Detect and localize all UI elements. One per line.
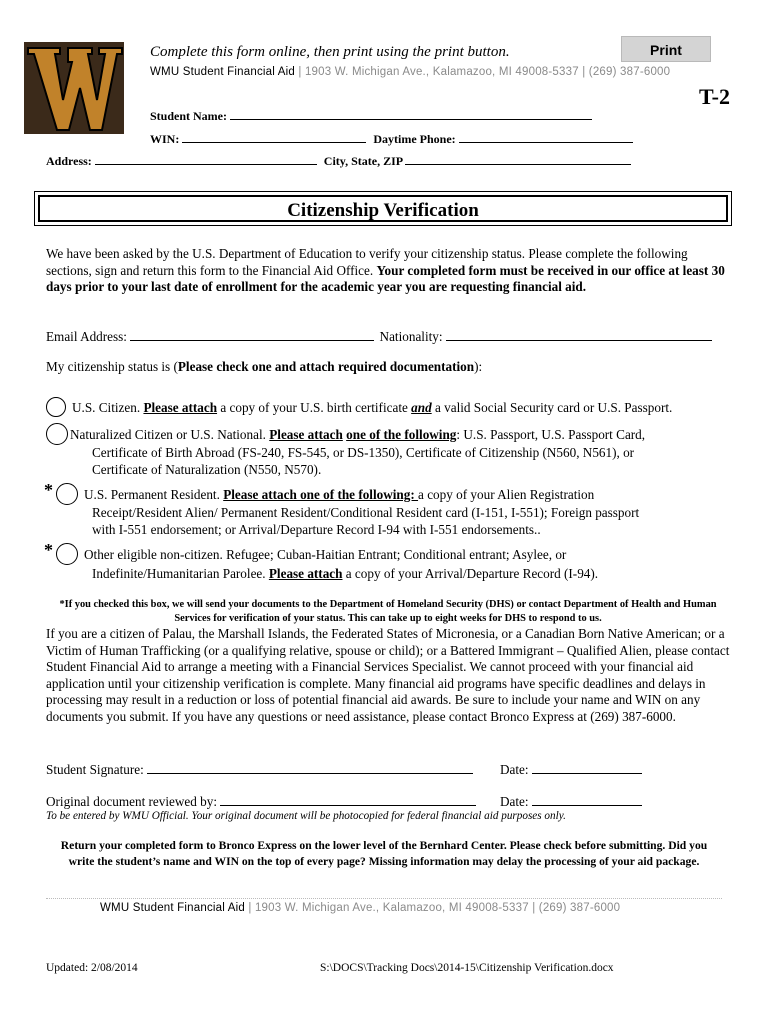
page-title: Citizenship Verification bbox=[38, 195, 728, 222]
footer-office-name: WMU Student Financial Aid bbox=[100, 902, 245, 914]
option-naturalized-text1: : U.S. Passport, U.S. Passport Card, bbox=[456, 427, 646, 442]
tagline: Complete this form online, then print using the print button. bbox=[150, 44, 510, 60]
reviewed-date-field[interactable] bbox=[532, 793, 642, 806]
reviewed-field[interactable] bbox=[220, 793, 476, 806]
intro-bold: Your completed form must be received in our office at least 30 days prior to your last date of enrollment for the academic year you are requesting financial aid. bbox=[46, 262, 725, 294]
student-signature-label: Student Signature: bbox=[46, 762, 144, 777]
option-naturalized-line2: Certificate of Birth Abroad (FS-240, FS-545, or DS-1350), Certificate of Citizenship (N560, N561), or bbox=[92, 445, 635, 460]
option-other-star: * bbox=[44, 540, 53, 560]
status-prompt-plain: My citizenship status is ( bbox=[46, 359, 178, 374]
phone-label: Daytime Phone: bbox=[373, 132, 456, 146]
status-prompt bbox=[46, 359, 482, 376]
option-naturalized-label: Naturalized Citizen or U.S. National. bbox=[70, 427, 270, 442]
option-other-attach: Please attach bbox=[268, 566, 343, 581]
status-prompt-end: ): bbox=[474, 359, 483, 374]
reviewed-date-row bbox=[500, 793, 642, 811]
intro-plain: We have been asked by the U.S. Department of Education to verify your citizenship status. Please complete the following sections, sign and return this form to the Financial Aid Office. bbox=[46, 246, 688, 278]
return-note: Return your completed form to Bronco Express on the lower level of the Bernhard Center. Please check before submitting. Did you write the student’s name and WIN on the top of every page? Missing information may delay the processing of your aid package. bbox=[60, 839, 708, 868]
phone-field[interactable] bbox=[459, 130, 633, 143]
option-resident-radio[interactable] bbox=[56, 483, 78, 505]
student-date-row bbox=[500, 761, 642, 779]
student-signature-row bbox=[46, 761, 473, 779]
option-naturalized-line3: Certificate of Naturalization (N550, N570). bbox=[92, 462, 322, 477]
win-field[interactable] bbox=[182, 130, 366, 143]
win-phone-row bbox=[150, 130, 633, 147]
option-citizen-radio[interactable] bbox=[46, 397, 66, 417]
option-naturalized bbox=[70, 426, 645, 444]
address-row bbox=[46, 152, 631, 169]
student-name-row bbox=[150, 107, 592, 124]
print-button[interactable]: Print bbox=[621, 36, 711, 62]
address-field[interactable] bbox=[95, 152, 317, 165]
option-other-line2a: Indefinite/Humanitarian Parolee. bbox=[92, 566, 269, 581]
option-citizen-and: and bbox=[411, 400, 432, 415]
updated-date: Updated: 2/08/2014 bbox=[46, 962, 138, 974]
email-label: Email Address: bbox=[46, 329, 127, 344]
nationality-label: Nationality: bbox=[379, 329, 443, 344]
option-other-line2 bbox=[92, 565, 598, 583]
option-resident bbox=[84, 486, 594, 504]
win-label: WIN: bbox=[150, 132, 180, 146]
option-naturalized-attach2: one of the following bbox=[346, 427, 457, 442]
option-citizen bbox=[72, 399, 672, 417]
option-resident-star: * bbox=[44, 480, 53, 500]
option-resident-line3: with I-551 endorsement; or Arrival/Departure Record I-94 with I-551 endorsements.. bbox=[92, 522, 541, 537]
reviewed-row bbox=[46, 793, 476, 811]
student-date-label: Date: bbox=[500, 762, 529, 777]
reviewed-label: Original document reviewed by: bbox=[46, 794, 221, 809]
option-resident-attach: Please attach one of the following: bbox=[223, 487, 419, 502]
dhs-note: *If you checked this box, we will send your documents to the Department of Homeland Security (DHS) or contact Department of Health and Human Services for verification of your status. This can take up to eight weeks for DHS to respond to us. bbox=[59, 599, 717, 624]
form-code: T-2 bbox=[699, 84, 730, 109]
header-office-name: WMU Student Financial Aid bbox=[150, 66, 295, 78]
nationality-field[interactable] bbox=[446, 328, 712, 341]
header-office-address: | 1903 W. Michigan Ave., Kalamazoo, MI 49008-5337 | (269) 387-6000 bbox=[294, 66, 671, 78]
option-naturalized-attach: Please attach bbox=[269, 427, 343, 442]
footer-office-address: | 1903 W. Michigan Ave., Kalamazoo, MI 49008-5337 | (269) 387-6000 bbox=[244, 902, 621, 914]
footer-address bbox=[100, 902, 620, 914]
option-citizen-label: U.S. Citizen. bbox=[72, 400, 144, 415]
status-prompt-bold: Please check one and attach required documentation bbox=[177, 359, 475, 374]
city-label: City, State, ZIP bbox=[323, 154, 403, 168]
header-address bbox=[150, 66, 670, 78]
footer-divider bbox=[46, 898, 722, 899]
wmu-logo bbox=[22, 40, 126, 136]
official-note: To be entered by WMU Official. Your original document will be photocopied for federal financial aid purposes only. bbox=[46, 810, 566, 822]
address-label: Address: bbox=[46, 154, 92, 168]
option-resident-text1: a copy of your Alien Registration bbox=[418, 487, 595, 502]
student-date-field[interactable] bbox=[532, 761, 642, 774]
option-other-label: Other eligible non-citizen. Refugee; Cuban-Haitian Entrant; Conditional entrant; Asylee, or bbox=[84, 547, 567, 562]
file-path: S:\DOCS\Tracking Docs\2014-15\Citizenship Verification.docx bbox=[320, 962, 614, 974]
option-citizen-attach: Please attach bbox=[143, 400, 218, 415]
student-name-label: Student Name: bbox=[150, 109, 227, 123]
body-paragraph: If you are a citizen of Palau, the Marshall Islands, the Federated States of Micronesia, or a Canadian Born Native American; or a Victim of Human Trafficking (or a qualifying relative, spouse or child); or a Battered Immigrant – Qualified Alien, please contact Student Financial Aid to arrange a meeting with a Financial Services Specialist. We cannot proceed with your financial aid application until your citizenship verification is complete. Many financial aid programs have specific deadlines and delays in processing may result in a reduction or loss of potential financial aid awards. Be sure to include your name and WIN on any documents you submit. If you have any questions or need assistance, please contact Bronco Express at (269) 387-6000. bbox=[46, 626, 730, 724]
student-name-field[interactable] bbox=[230, 107, 592, 120]
city-field[interactable] bbox=[405, 152, 631, 165]
contact-row bbox=[46, 328, 712, 346]
option-naturalized-radio[interactable] bbox=[46, 423, 68, 445]
option-other-radio[interactable] bbox=[56, 543, 78, 565]
intro-paragraph bbox=[46, 246, 730, 296]
option-other-line2b: a copy of your Arrival/Departure Record (I-94). bbox=[342, 566, 599, 581]
option-resident-line2: Receipt/Resident Alien/ Permanent Resident/Conditional Resident card (I-151, I-551); Foreign passport bbox=[92, 505, 640, 520]
option-resident-label: U.S. Permanent Resident. bbox=[84, 487, 224, 502]
option-citizen-text1: a copy of your U.S. birth certificate bbox=[217, 400, 412, 415]
option-citizen-text2: a valid Social Security card or U.S. Passport. bbox=[431, 400, 673, 415]
reviewed-date-label: Date: bbox=[500, 794, 532, 809]
student-signature-field[interactable] bbox=[147, 761, 473, 774]
email-field[interactable] bbox=[130, 328, 374, 341]
title-box bbox=[34, 191, 732, 226]
